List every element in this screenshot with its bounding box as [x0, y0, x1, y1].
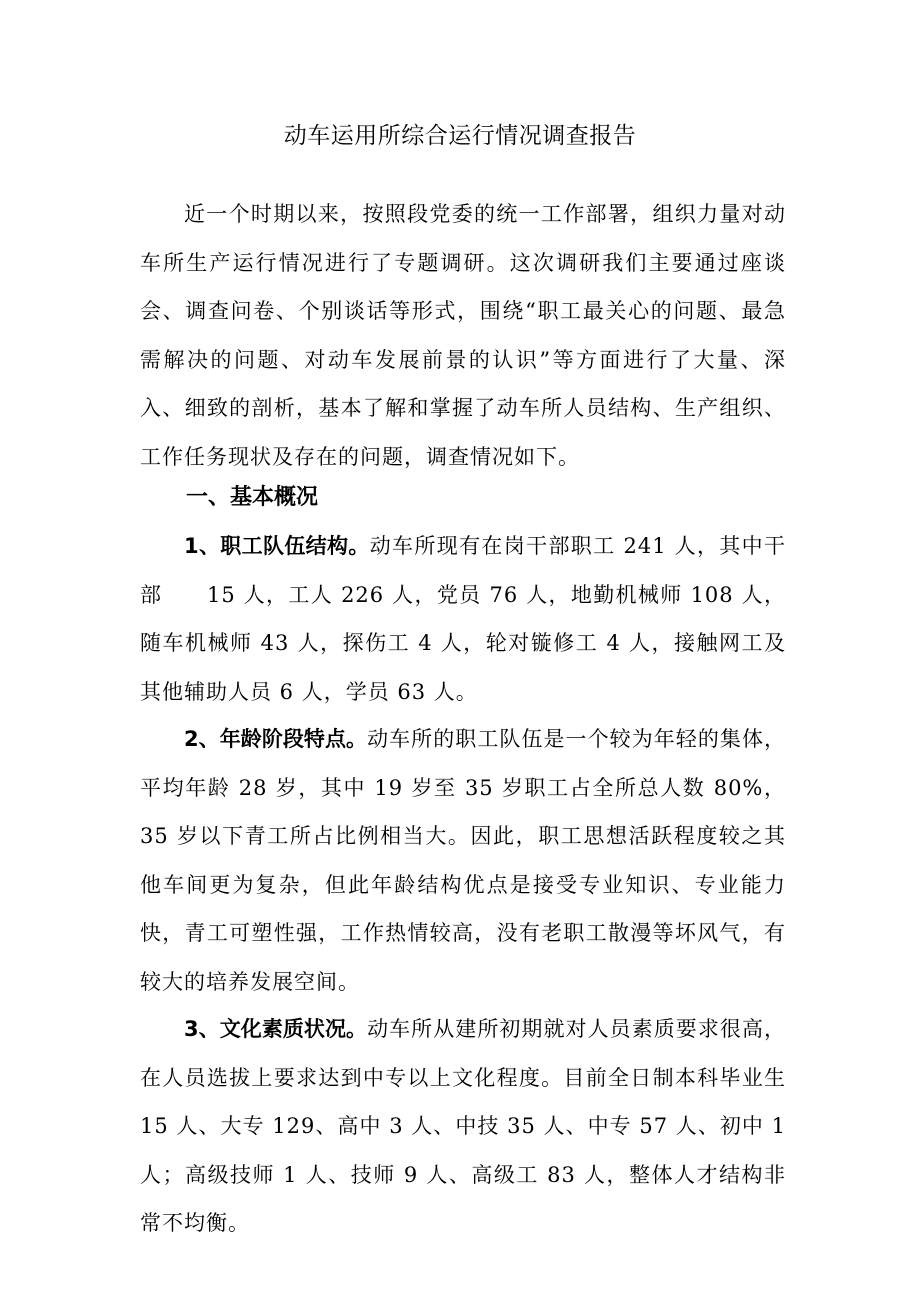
item-text-staff-structure: 动车所现有在岗干部职工 241 人，其中干部 15 人，工人 226 人，党员 76 人，地勤机械师 108 人，随车机械师 43 人，探伤工 4 人，轮对镟修工 4 人，接触网工及其他辅助人员 6 人，学员 63 人。 [140, 534, 786, 704]
section-heading-basic-overview: 一、基本概况 [186, 485, 319, 510]
item-paragraph-staff-structure [140, 522, 786, 716]
item-text-age-profile: 动车所的职工队伍是一个较为年轻的集体，平均年龄 28 岁，其中 19 岁至 35 岁职工占全所总人数 80%，35 岁以下青工所占比例相当大。因此，职工思想活跃程度较之其他车间更为复杂，但此年龄结构优点是接受专业知识、专业能力快，青工可塑性强，工作热情较高，没有老职工散漫等坏风气，有较大的培养发展空间。 [140, 727, 786, 994]
item-lead-education: 3、文化素质状况。 [184, 1017, 368, 1041]
intro-paragraph: 近一个时期以来，按照段党委的统一工作部署，组织力量对动车所生产运行情况进行了专题调研。这次调研我们主要通过座谈会、调查问卷、个别谈话等形式，围绕“职工最关心的问题、最急需解决的问题、对动车发展前景的认识”等方面进行了大量、深入、细致的剖析，基本了解和掌握了动车所人员结构、生产组织、工作任务现状及存在的问题，调查情况如下。 [140, 202, 786, 469]
item-paragraph-education [140, 1005, 786, 1248]
document-title: 动车运用所综合运行情况调查报告 [283, 123, 637, 149]
item-text-education: 动车所从建所初期就对人员素质要求很高，在人员选拔上要求达到中专以上文化程度。目前全日制本科毕业生 15 人、大专 129、高中 3 人、中技 35 人、中专 57 人、初中 1 人；高级技师 1 人、技师 9 人、高级工 83 人，整体人才结构非常不均衡。 [140, 1017, 786, 1235]
item-lead-age-profile: 2、年龄阶段特点。 [184, 727, 368, 751]
item-paragraph-age-profile [140, 715, 786, 1006]
item-lead-staff-structure: 1、职工队伍结构。 [184, 534, 370, 558]
